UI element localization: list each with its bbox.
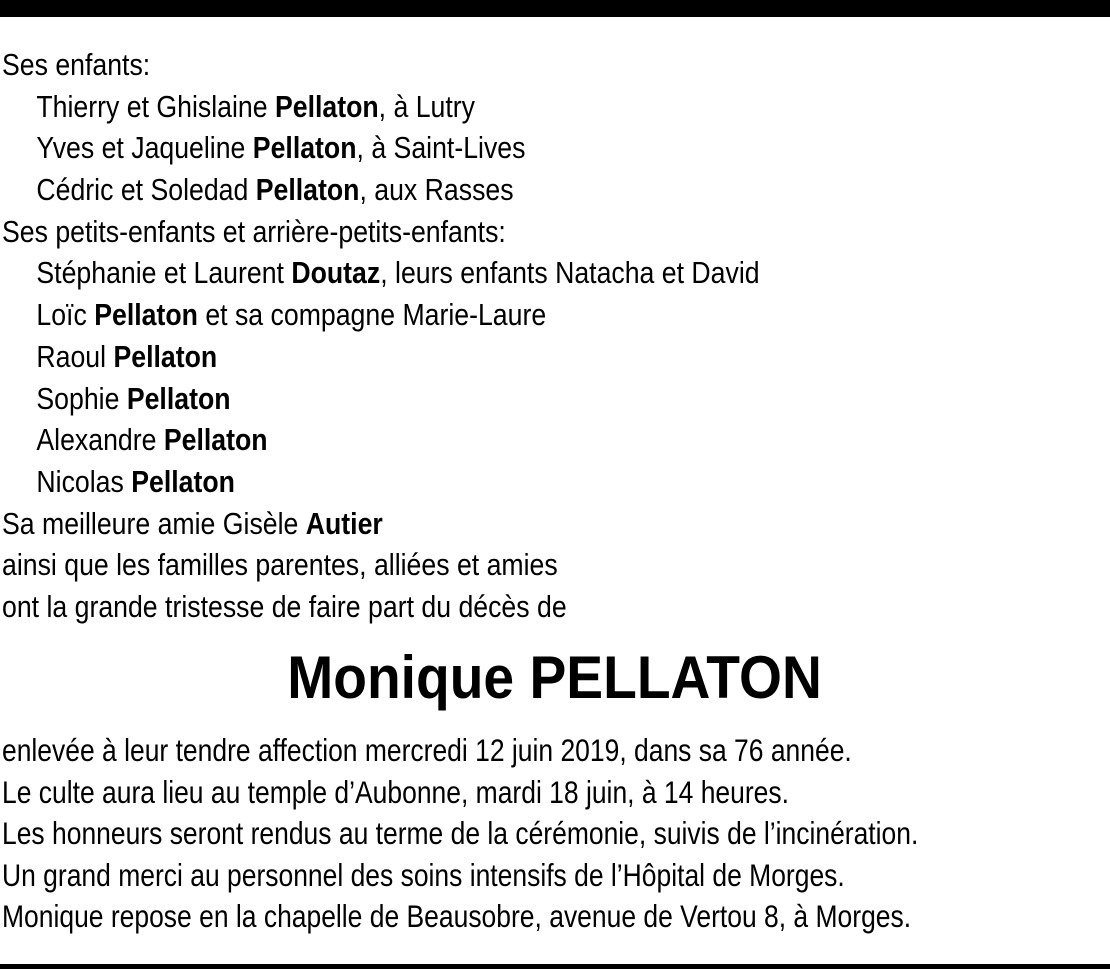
grandchildren-heading: Ses petits-enfants et arrière-petits-enfants: [2, 213, 506, 249]
grandchild-line [2, 378, 951, 420]
grandchild-line [2, 419, 951, 461]
grandchild-first-names: Nicolas [36, 463, 132, 499]
deceased-name-text: Monique PELLATON [287, 644, 823, 711]
funeral-details [2, 730, 1106, 938]
friend-surname: Autier [305, 505, 383, 541]
grandchild-surname: Pellaton [94, 297, 198, 333]
top-rule [0, 0, 1110, 17]
child-location: , aux Rasses [359, 172, 514, 208]
grandchild-surname: Doutaz [291, 255, 381, 291]
grandchild-first-names: Stéphanie et Laurent [36, 255, 292, 291]
friend-text: Sa meilleure amie Gisèle [2, 505, 306, 541]
announcement-line: ont la grande tristesse de faire part du décès de [2, 588, 567, 624]
child-first-names: Yves et Jaqueline [36, 130, 253, 166]
child-surname: Pellaton [255, 172, 360, 208]
families-line: ainsi que les familles parentes, alliées et amies [2, 547, 558, 583]
grandchild-first-names: Raoul [36, 338, 114, 374]
child-first-names: Thierry et Ghislaine [36, 88, 275, 124]
detail-line: Monique repose en la chapelle de Beausobre, avenue de Vertou 8, à Morges. [2, 898, 912, 935]
deceased-name [0, 640, 1110, 716]
child-line [2, 86, 951, 128]
bottom-rule [0, 964, 1110, 969]
child-location: , à Lutry [378, 88, 475, 124]
grandchild-surname: Pellaton [113, 338, 218, 374]
child-line [2, 127, 951, 169]
detail-line: enlevée à leur tendre affection mercredi 12 juin 2019, dans sa 76 année. [2, 732, 852, 768]
detail-line: Les honneurs seront rendus au terme de la cérémonie, suivis de l’incinération. [2, 815, 919, 852]
grandchild-surname: Pellaton [163, 422, 268, 458]
grandchild-line [2, 252, 951, 294]
grandchild-line [2, 294, 951, 336]
grandchild-note: , leurs enfants Natacha et David [380, 255, 760, 291]
grandchild-surname: Pellaton [126, 380, 231, 416]
grandchild-surname: Pellaton [131, 463, 235, 499]
grandchild-line [2, 336, 951, 378]
child-surname: Pellaton [274, 88, 379, 124]
children-heading: Ses enfants: [2, 47, 151, 82]
family-list [2, 44, 1106, 628]
child-first-names: Cédric et Soledad [36, 172, 256, 208]
child-line [2, 169, 951, 211]
detail-line: Le culte aura lieu au temple d’Aubonne, mardi 18 juin, à 14 heures. [2, 773, 789, 810]
friend-line [2, 503, 951, 545]
child-location: , à Saint-Lives [356, 130, 526, 166]
child-surname: Pellaton [252, 130, 357, 166]
grandchild-first-names: Alexandre [36, 422, 164, 458]
grandchild-line [2, 461, 951, 503]
detail-line: Un grand merci au personnel des soins intensifs de l’Hôpital de Morges. [2, 856, 845, 893]
grandchild-first-names: Loïc [36, 297, 95, 333]
grandchild-note: et sa compagne Marie-Laure [197, 297, 547, 333]
grandchild-first-names: Sophie [36, 380, 127, 416]
